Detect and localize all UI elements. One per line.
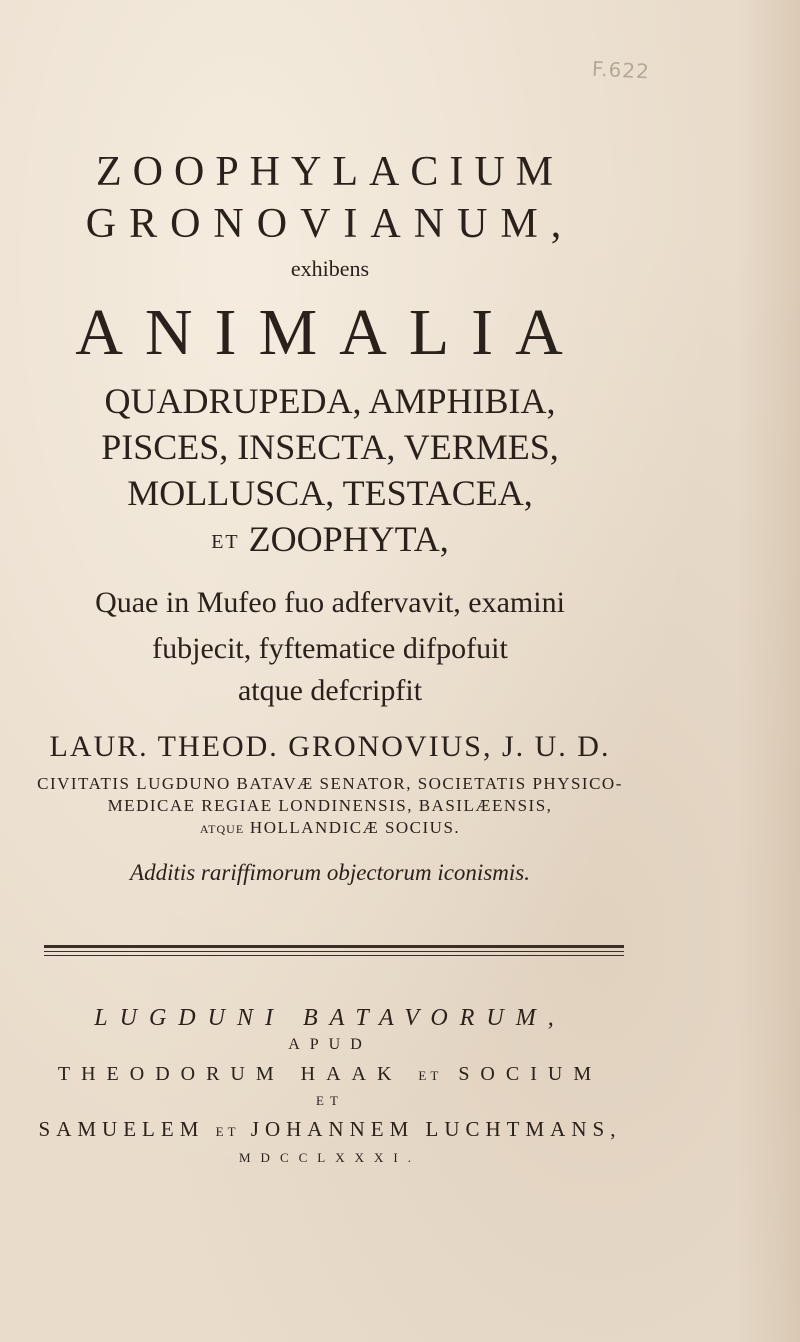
imprint-apud: APUD [288, 1036, 372, 1053]
publisher-2-samuelem: SAMUELEM [38, 1117, 205, 1141]
categories-line-4 [0, 518, 660, 560]
publisher-1-et: ET [418, 1068, 443, 1083]
rule-thick [44, 945, 624, 948]
shelf-mark: F.622 [591, 56, 651, 84]
description-line-1: Quae in Mufeo fuo adfervavit, examini [95, 586, 565, 619]
description-line-3: atque defcripfit [237, 674, 423, 707]
title-line-1: ZOOPHYLACIUM [96, 149, 564, 195]
title-line-2: GRONOVIANUM, [85, 201, 575, 247]
author-affiliation-1: CIVITATIS LUGDUNO BATAVÆ SENATOR, SOCIETATIS PHYSICO- [37, 774, 623, 793]
categories-line-3: MOLLUSCA, TESTACEA, [127, 473, 533, 513]
ornamental-rule [44, 945, 624, 959]
publisher-2-et: ET [215, 1124, 240, 1139]
imprint-publisher-2 [0, 1117, 660, 1142]
categories-line-2: PISCES, INSECTA, VERMES, [101, 427, 559, 467]
imprint-place: LUGDUNI BATAVORUM, [94, 1005, 566, 1031]
categories-line-1: QUADRUPEDA, AMPHIBIA, [104, 381, 556, 421]
publisher-2-name: JOHANNEM LUCHTMANS, [250, 1117, 622, 1141]
author-name: LAUR. THEOD. GRONOVIUS, J. U. D. [49, 730, 611, 763]
author-affiliation-2: MEDICAE REGIAE LONDINENSIS, BASILÆENSIS, [107, 796, 553, 815]
imprint-year: MDCCLXXXI. [239, 1150, 421, 1165]
affiliation-atque: ATQUE [199, 822, 245, 836]
description-line-2: fubjecit, fyftematice difpofuit [152, 632, 508, 665]
imprint-publisher-1 [0, 1063, 660, 1086]
illustrations-note: Additis rariffimorum objectorum iconismis. [130, 860, 530, 885]
rule-thin-2 [44, 955, 624, 956]
categories-et: ET [211, 531, 240, 553]
imprint-et: ET [316, 1093, 344, 1108]
author-affiliation-3 [0, 818, 660, 838]
publisher-1-name: THEODORUM HAAK [57, 1063, 403, 1085]
animalia-heading: ANIMALIA [75, 296, 585, 369]
rule-thin-1 [44, 951, 624, 952]
exhibens-text: exhibens [290, 256, 370, 281]
publisher-1-socium: SOCIUM [458, 1063, 603, 1085]
affiliation-hollandicae: HOLLANDICÆ SOCIUS. [249, 818, 461, 837]
categories-zoophyta: ZOOPHYTA, [248, 519, 449, 559]
